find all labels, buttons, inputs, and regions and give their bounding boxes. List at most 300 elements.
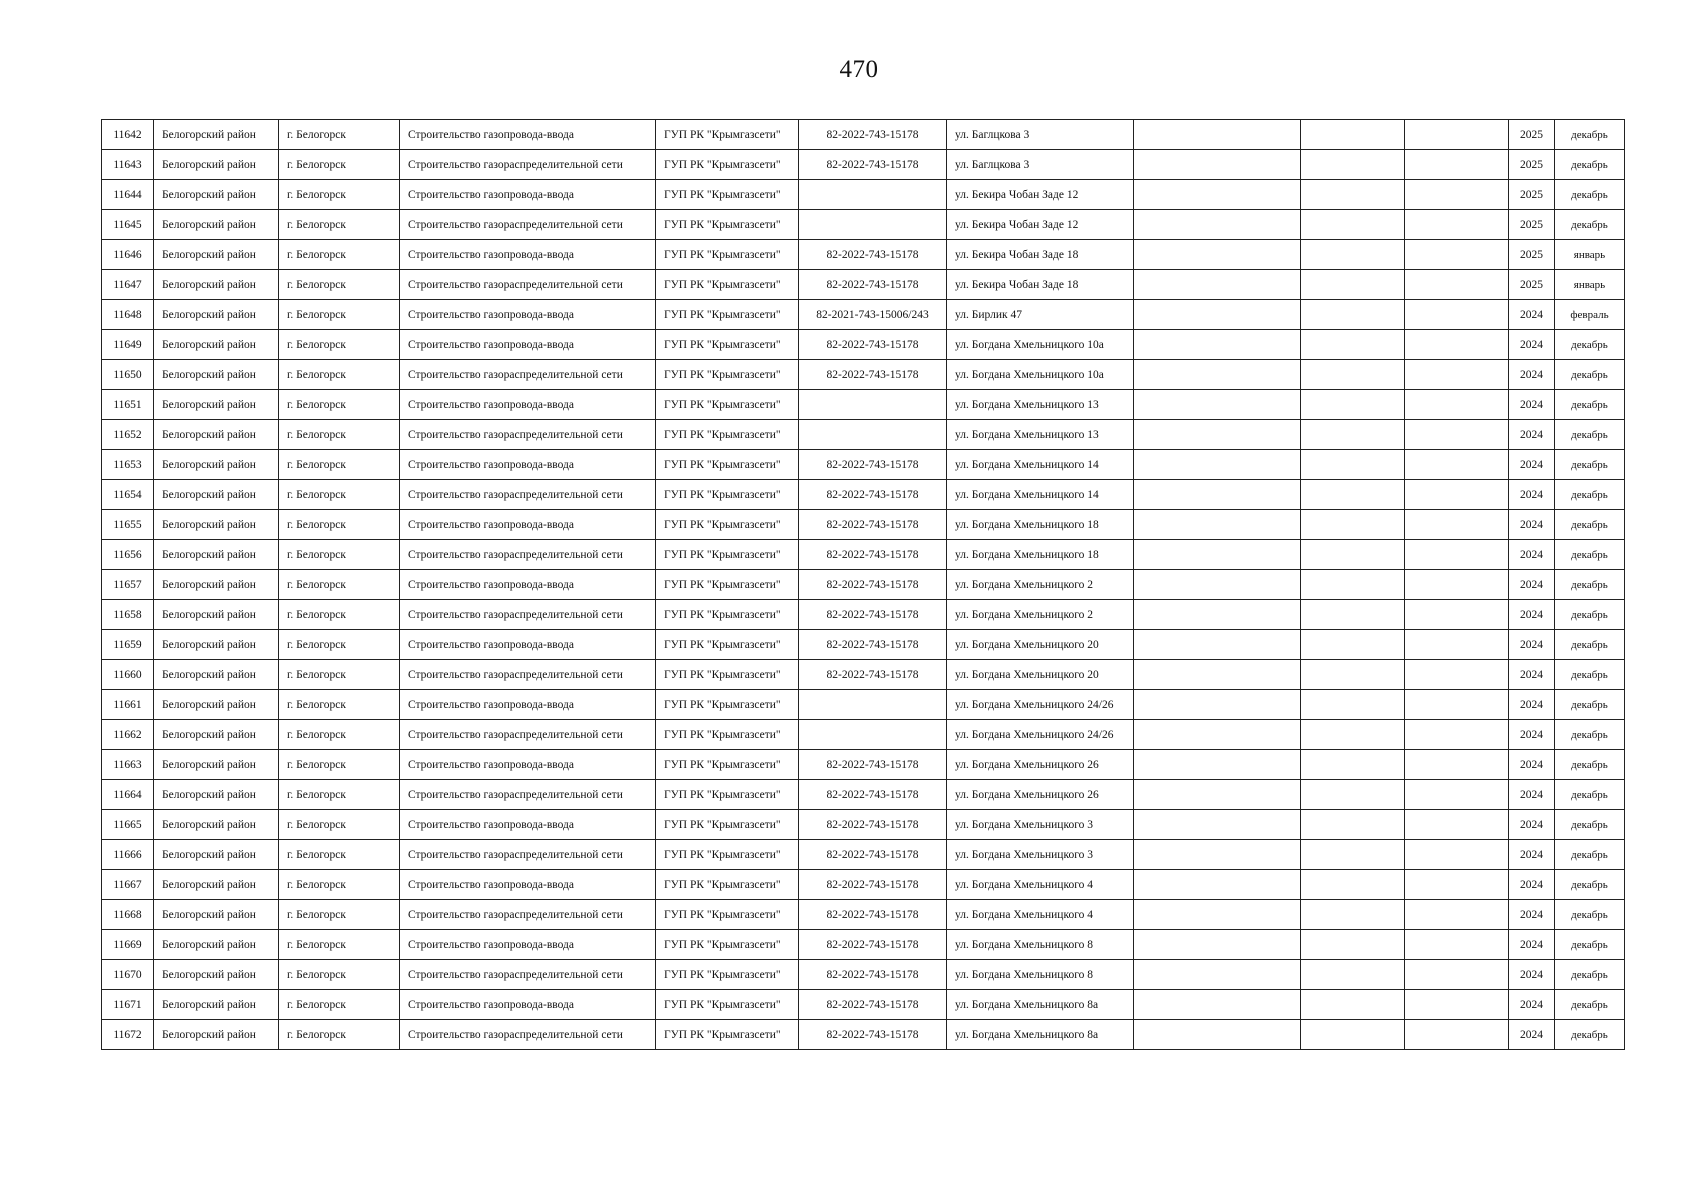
- cell-district: Белогорский район: [154, 240, 279, 270]
- cell-address: ул. Богдана Хмельницкого 4: [947, 900, 1134, 930]
- cell-work: Строительство газопровода-ввода: [400, 570, 656, 600]
- cell-cadastral-number: 82-2022-743-15178: [799, 510, 947, 540]
- table-row: [102, 720, 1625, 750]
- cell-number: 11659: [102, 630, 154, 660]
- cell-month: декабрь: [1555, 870, 1625, 900]
- cell-city: г. Белогорск: [279, 300, 400, 330]
- cell-city: г. Белогорск: [279, 360, 400, 390]
- cell-district: Белогорский район: [154, 510, 279, 540]
- cell-empty-2: [1301, 360, 1405, 390]
- cell-work: Строительство газораспределительной сети: [400, 720, 656, 750]
- cell-address: ул. Богдана Хмельницкого 8: [947, 930, 1134, 960]
- cell-city: г. Белогорск: [279, 870, 400, 900]
- cell-work: Строительство газораспределительной сети: [400, 1020, 656, 1050]
- cell-empty-3: [1405, 870, 1509, 900]
- cell-empty-2: [1301, 510, 1405, 540]
- cell-empty-3: [1405, 510, 1509, 540]
- cell-empty-3: [1405, 420, 1509, 450]
- cell-empty-1: [1134, 1020, 1301, 1050]
- cell-city: г. Белогорск: [279, 900, 400, 930]
- table-row: [102, 840, 1625, 870]
- cell-number: 11665: [102, 810, 154, 840]
- cell-address: ул. Богдана Хмельницкого 8а: [947, 1020, 1134, 1050]
- cell-empty-1: [1134, 960, 1301, 990]
- cell-work: Строительство газораспределительной сети: [400, 540, 656, 570]
- cell-address: ул. Богдана Хмельницкого 2: [947, 600, 1134, 630]
- cell-empty-3: [1405, 540, 1509, 570]
- cell-work: Строительство газопровода-ввода: [400, 330, 656, 360]
- cell-year: 2024: [1509, 660, 1555, 690]
- cell-cadastral-number: [799, 420, 947, 450]
- cell-work: Строительство газораспределительной сети: [400, 840, 656, 870]
- cell-number: 11656: [102, 540, 154, 570]
- cell-work: Строительство газопровода-ввода: [400, 630, 656, 660]
- cell-work: Строительство газораспределительной сети: [400, 900, 656, 930]
- table-row: [102, 900, 1625, 930]
- cell-empty-2: [1301, 1020, 1405, 1050]
- cell-empty-2: [1301, 210, 1405, 240]
- table-row: [102, 540, 1625, 570]
- cell-empty-3: [1405, 750, 1509, 780]
- cell-address: ул. Богдана Хмельницкого 10а: [947, 330, 1134, 360]
- cell-empty-1: [1134, 990, 1301, 1020]
- cell-empty-2: [1301, 960, 1405, 990]
- cell-empty-1: [1134, 210, 1301, 240]
- cell-district: Белогорский район: [154, 690, 279, 720]
- cell-city: г. Белогорск: [279, 150, 400, 180]
- cell-organization: ГУП РК "Крымгазсети": [656, 870, 799, 900]
- cell-empty-1: [1134, 480, 1301, 510]
- cell-empty-3: [1405, 120, 1509, 150]
- cell-work: Строительство газопровода-ввода: [400, 510, 656, 540]
- cell-number: 11653: [102, 450, 154, 480]
- table-row: [102, 330, 1625, 360]
- cell-cadastral-number: 82-2022-743-15178: [799, 840, 947, 870]
- cell-number: 11669: [102, 930, 154, 960]
- cell-empty-2: [1301, 840, 1405, 870]
- cell-year: 2024: [1509, 390, 1555, 420]
- cell-empty-1: [1134, 600, 1301, 630]
- cell-city: г. Белогорск: [279, 510, 400, 540]
- cell-district: Белогорский район: [154, 420, 279, 450]
- cell-organization: ГУП РК "Крымгазсети": [656, 330, 799, 360]
- cell-number: 11647: [102, 270, 154, 300]
- cell-address: ул. Бекира Чобан Заде 12: [947, 180, 1134, 210]
- cell-empty-2: [1301, 600, 1405, 630]
- cell-year: 2024: [1509, 930, 1555, 960]
- cell-organization: ГУП РК "Крымгазсети": [656, 600, 799, 630]
- cell-organization: ГУП РК "Крымгазсети": [656, 990, 799, 1020]
- table-row: [102, 300, 1625, 330]
- cell-year: 2024: [1509, 510, 1555, 540]
- cell-empty-1: [1134, 540, 1301, 570]
- cell-number: 11651: [102, 390, 154, 420]
- cell-address: ул. Богдана Хмельницкого 20: [947, 660, 1134, 690]
- cell-empty-2: [1301, 690, 1405, 720]
- table-row: [102, 420, 1625, 450]
- cell-work: Строительство газопровода-ввода: [400, 750, 656, 780]
- cell-work: Строительство газораспределительной сети: [400, 360, 656, 390]
- cell-cadastral-number: [799, 210, 947, 240]
- cell-number: 11644: [102, 180, 154, 210]
- cell-month: январь: [1555, 240, 1625, 270]
- cell-number: 11670: [102, 960, 154, 990]
- cell-year: 2025: [1509, 270, 1555, 300]
- cell-cadastral-number: 82-2022-743-15178: [799, 960, 947, 990]
- cell-number: 11655: [102, 510, 154, 540]
- cell-empty-1: [1134, 690, 1301, 720]
- cell-month: декабрь: [1555, 150, 1625, 180]
- cell-address: ул. Богдана Хмельницкого 2: [947, 570, 1134, 600]
- cell-cadastral-number: 82-2022-743-15178: [799, 1020, 947, 1050]
- cell-empty-3: [1405, 360, 1509, 390]
- cell-cadastral-number: 82-2022-743-15178: [799, 990, 947, 1020]
- cell-empty-3: [1405, 720, 1509, 750]
- cell-empty-1: [1134, 150, 1301, 180]
- table-row: [102, 930, 1625, 960]
- cell-organization: ГУП РК "Крымгазсети": [656, 1020, 799, 1050]
- cell-address: ул. Баглцкова 3: [947, 150, 1134, 180]
- cell-organization: ГУП РК "Крымгазсети": [656, 360, 799, 390]
- cell-month: декабрь: [1555, 120, 1625, 150]
- cell-empty-3: [1405, 840, 1509, 870]
- cell-month: декабрь: [1555, 840, 1625, 870]
- cell-month: февраль: [1555, 300, 1625, 330]
- cell-organization: ГУП РК "Крымгазсети": [656, 300, 799, 330]
- cell-address: ул. Богдана Хмельницкого 24/26: [947, 690, 1134, 720]
- cell-city: г. Белогорск: [279, 480, 400, 510]
- cell-address: ул. Богдана Хмельницкого 18: [947, 540, 1134, 570]
- cell-empty-2: [1301, 420, 1405, 450]
- cell-address: ул. Богдана Хмельницкого 3: [947, 810, 1134, 840]
- table-row: [102, 870, 1625, 900]
- cell-empty-1: [1134, 840, 1301, 870]
- cell-month: декабрь: [1555, 420, 1625, 450]
- cell-empty-1: [1134, 810, 1301, 840]
- cell-empty-3: [1405, 990, 1509, 1020]
- cell-empty-2: [1301, 330, 1405, 360]
- cell-city: г. Белогорск: [279, 960, 400, 990]
- cell-city: г. Белогорск: [279, 210, 400, 240]
- cell-city: г. Белогорск: [279, 660, 400, 690]
- cell-organization: ГУП РК "Крымгазсети": [656, 960, 799, 990]
- table-row: [102, 630, 1625, 660]
- cell-number: 11664: [102, 780, 154, 810]
- cell-empty-3: [1405, 150, 1509, 180]
- cell-year: 2024: [1509, 570, 1555, 600]
- cell-district: Белогорский район: [154, 870, 279, 900]
- cell-cadastral-number: 82-2022-743-15178: [799, 240, 947, 270]
- table-row: [102, 780, 1625, 810]
- cell-organization: ГУП РК "Крымгазсети": [656, 150, 799, 180]
- cell-district: Белогорский район: [154, 990, 279, 1020]
- cell-district: Белогорский район: [154, 270, 279, 300]
- cell-number: 11662: [102, 720, 154, 750]
- cell-empty-3: [1405, 300, 1509, 330]
- cell-cadastral-number: 82-2022-743-15178: [799, 540, 947, 570]
- cell-organization: ГУП РК "Крымгазсети": [656, 810, 799, 840]
- table-row: [102, 210, 1625, 240]
- cell-cadastral-number: [799, 720, 947, 750]
- cell-district: Белогорский район: [154, 960, 279, 990]
- cell-city: г. Белогорск: [279, 600, 400, 630]
- cell-work: Строительство газопровода-ввода: [400, 870, 656, 900]
- cell-district: Белогорский район: [154, 1020, 279, 1050]
- cell-empty-1: [1134, 420, 1301, 450]
- cell-district: Белогорский район: [154, 150, 279, 180]
- cell-month: декабрь: [1555, 690, 1625, 720]
- cell-year: 2024: [1509, 810, 1555, 840]
- cell-empty-1: [1134, 120, 1301, 150]
- cell-address: ул. Богдана Хмельницкого 10а: [947, 360, 1134, 390]
- cell-organization: ГУП РК "Крымгазсети": [656, 720, 799, 750]
- cell-empty-3: [1405, 600, 1509, 630]
- cell-work: Строительство газопровода-ввода: [400, 300, 656, 330]
- cell-work: Строительство газопровода-ввода: [400, 390, 656, 420]
- cell-number: 11672: [102, 1020, 154, 1050]
- cell-year: 2025: [1509, 120, 1555, 150]
- cell-address: ул. Богдана Хмельницкого 8: [947, 960, 1134, 990]
- cell-organization: ГУП РК "Крымгазсети": [656, 210, 799, 240]
- cell-city: г. Белогорск: [279, 330, 400, 360]
- cell-empty-3: [1405, 690, 1509, 720]
- cell-year: 2024: [1509, 600, 1555, 630]
- cell-year: 2024: [1509, 720, 1555, 750]
- cell-address: ул. Бирлик 47: [947, 300, 1134, 330]
- table-row: [102, 690, 1625, 720]
- cell-empty-3: [1405, 930, 1509, 960]
- cell-empty-2: [1301, 570, 1405, 600]
- cell-number: 11660: [102, 660, 154, 690]
- cell-city: г. Белогорск: [279, 540, 400, 570]
- cell-city: г. Белогорск: [279, 930, 400, 960]
- cell-organization: ГУП РК "Крымгазсети": [656, 780, 799, 810]
- cell-organization: ГУП РК "Крымгазсети": [656, 480, 799, 510]
- cell-organization: ГУП РК "Крымгазсети": [656, 240, 799, 270]
- cell-city: г. Белогорск: [279, 450, 400, 480]
- cell-empty-3: [1405, 810, 1509, 840]
- table-row: [102, 600, 1625, 630]
- cell-empty-2: [1301, 450, 1405, 480]
- cell-district: Белогорский район: [154, 390, 279, 420]
- cell-organization: ГУП РК "Крымгазсети": [656, 540, 799, 570]
- cell-year: 2024: [1509, 780, 1555, 810]
- cell-city: г. Белогорск: [279, 570, 400, 600]
- cell-district: Белогорский район: [154, 300, 279, 330]
- cell-cadastral-number: 82-2022-743-15178: [799, 450, 947, 480]
- cell-address: ул. Богдана Хмельницкого 4: [947, 870, 1134, 900]
- registry-table: [101, 119, 1625, 1050]
- cell-year: 2024: [1509, 960, 1555, 990]
- cell-empty-3: [1405, 780, 1509, 810]
- cell-number: 11649: [102, 330, 154, 360]
- table-row: [102, 450, 1625, 480]
- cell-month: декабрь: [1555, 510, 1625, 540]
- cell-year: 2024: [1509, 750, 1555, 780]
- cell-number: 11661: [102, 690, 154, 720]
- cell-work: Строительство газораспределительной сети: [400, 480, 656, 510]
- cell-district: Белогорский район: [154, 720, 279, 750]
- cell-cadastral-number: 82-2022-743-15178: [799, 360, 947, 390]
- cell-cadastral-number: 82-2022-743-15178: [799, 660, 947, 690]
- cell-number: 11667: [102, 870, 154, 900]
- cell-organization: ГУП РК "Крымгазсети": [656, 510, 799, 540]
- cell-work: Строительство газораспределительной сети: [400, 210, 656, 240]
- cell-empty-3: [1405, 390, 1509, 420]
- cell-work: Строительство газопровода-ввода: [400, 450, 656, 480]
- cell-cadastral-number: 82-2022-743-15178: [799, 330, 947, 360]
- cell-month: декабрь: [1555, 930, 1625, 960]
- cell-address: ул. Богдана Хмельницкого 13: [947, 420, 1134, 450]
- page-number: 470: [839, 56, 879, 83]
- cell-work: Строительство газораспределительной сети: [400, 270, 656, 300]
- cell-empty-2: [1301, 750, 1405, 780]
- cell-year: 2024: [1509, 990, 1555, 1020]
- cell-address: ул. Богдана Хмельницкого 26: [947, 780, 1134, 810]
- cell-district: Белогорский район: [154, 930, 279, 960]
- cell-city: г. Белогорск: [279, 840, 400, 870]
- cell-month: декабрь: [1555, 900, 1625, 930]
- cell-number: 11654: [102, 480, 154, 510]
- cell-city: г. Белогорск: [279, 720, 400, 750]
- cell-number: 11671: [102, 990, 154, 1020]
- cell-empty-3: [1405, 900, 1509, 930]
- cell-city: г. Белогорск: [279, 390, 400, 420]
- cell-cadastral-number: 82-2022-743-15178: [799, 780, 947, 810]
- table-row: [102, 390, 1625, 420]
- table-row: [102, 570, 1625, 600]
- cell-empty-3: [1405, 450, 1509, 480]
- cell-cadastral-number: 82-2022-743-15178: [799, 870, 947, 900]
- cell-cadastral-number: 82-2021-743-15006/243: [799, 300, 947, 330]
- cell-empty-1: [1134, 870, 1301, 900]
- cell-empty-1: [1134, 270, 1301, 300]
- cell-month: декабрь: [1555, 210, 1625, 240]
- cell-empty-2: [1301, 870, 1405, 900]
- cell-number: 11646: [102, 240, 154, 270]
- cell-empty-2: [1301, 990, 1405, 1020]
- cell-year: 2024: [1509, 870, 1555, 900]
- cell-number: 11666: [102, 840, 154, 870]
- cell-cadastral-number: 82-2022-743-15178: [799, 930, 947, 960]
- cell-empty-1: [1134, 510, 1301, 540]
- cell-district: Белогорский район: [154, 120, 279, 150]
- cell-empty-1: [1134, 900, 1301, 930]
- cell-number: 11663: [102, 750, 154, 780]
- cell-cadastral-number: 82-2022-743-15178: [799, 810, 947, 840]
- cell-empty-3: [1405, 1020, 1509, 1050]
- cell-year: 2024: [1509, 330, 1555, 360]
- cell-year: 2024: [1509, 900, 1555, 930]
- cell-number: 11642: [102, 120, 154, 150]
- cell-empty-3: [1405, 240, 1509, 270]
- cell-district: Белогорский район: [154, 360, 279, 390]
- cell-year: 2024: [1509, 540, 1555, 570]
- cell-city: г. Белогорск: [279, 240, 400, 270]
- cell-month: декабрь: [1555, 570, 1625, 600]
- cell-empty-2: [1301, 810, 1405, 840]
- cell-empty-2: [1301, 300, 1405, 330]
- cell-year: 2025: [1509, 240, 1555, 270]
- cell-district: Белогорский район: [154, 810, 279, 840]
- cell-number: 11657: [102, 570, 154, 600]
- cell-district: Белогорский район: [154, 630, 279, 660]
- cell-empty-2: [1301, 720, 1405, 750]
- table-body: [102, 120, 1625, 1050]
- cell-work: Строительство газопровода-ввода: [400, 810, 656, 840]
- cell-number: 11652: [102, 420, 154, 450]
- cell-empty-2: [1301, 540, 1405, 570]
- cell-district: Белогорский район: [154, 840, 279, 870]
- cell-work: Строительство газопровода-ввода: [400, 120, 656, 150]
- cell-work: Строительство газораспределительной сети: [400, 780, 656, 810]
- cell-city: г. Белогорск: [279, 750, 400, 780]
- cell-district: Белогорский район: [154, 180, 279, 210]
- cell-year: 2025: [1509, 180, 1555, 210]
- cell-address: ул. Богдана Хмельницкого 14: [947, 480, 1134, 510]
- cell-work: Строительство газопровода-ввода: [400, 240, 656, 270]
- cell-work: Строительство газораспределительной сети: [400, 420, 656, 450]
- cell-organization: ГУП РК "Крымгазсети": [656, 420, 799, 450]
- cell-month: декабрь: [1555, 480, 1625, 510]
- cell-cadastral-number: 82-2022-743-15178: [799, 750, 947, 780]
- cell-number: 11650: [102, 360, 154, 390]
- cell-year: 2024: [1509, 480, 1555, 510]
- cell-city: г. Белогорск: [279, 780, 400, 810]
- cell-month: декабрь: [1555, 780, 1625, 810]
- table-row: [102, 510, 1625, 540]
- cell-empty-3: [1405, 480, 1509, 510]
- cell-year: 2024: [1509, 840, 1555, 870]
- cell-address: ул. Бекира Чобан Заде 18: [947, 240, 1134, 270]
- cell-month: декабрь: [1555, 180, 1625, 210]
- table-row: [102, 150, 1625, 180]
- cell-year: 2024: [1509, 1020, 1555, 1050]
- cell-cadastral-number: 82-2022-743-15178: [799, 900, 947, 930]
- cell-cadastral-number: 82-2022-743-15178: [799, 600, 947, 630]
- table-row: [102, 480, 1625, 510]
- cell-cadastral-number: [799, 690, 947, 720]
- cell-empty-1: [1134, 360, 1301, 390]
- table-row: [102, 660, 1625, 690]
- cell-empty-1: [1134, 390, 1301, 420]
- cell-organization: ГУП РК "Крымгазсети": [656, 660, 799, 690]
- cell-month: декабрь: [1555, 810, 1625, 840]
- cell-empty-2: [1301, 270, 1405, 300]
- cell-empty-2: [1301, 930, 1405, 960]
- cell-empty-3: [1405, 570, 1509, 600]
- cell-year: 2024: [1509, 300, 1555, 330]
- cell-organization: ГУП РК "Крымгазсети": [656, 120, 799, 150]
- cell-empty-1: [1134, 720, 1301, 750]
- cell-month: декабрь: [1555, 630, 1625, 660]
- cell-address: ул. Богдана Хмельницкого 13: [947, 390, 1134, 420]
- cell-address: ул. Богдана Хмельницкого 18: [947, 510, 1134, 540]
- cell-empty-3: [1405, 210, 1509, 240]
- cell-empty-3: [1405, 960, 1509, 990]
- cell-organization: ГУП РК "Крымгазсети": [656, 630, 799, 660]
- cell-empty-2: [1301, 180, 1405, 210]
- cell-work: Строительство газопровода-ввода: [400, 990, 656, 1020]
- cell-month: декабрь: [1555, 390, 1625, 420]
- cell-month: декабрь: [1555, 960, 1625, 990]
- cell-number: 11643: [102, 150, 154, 180]
- cell-month: декабрь: [1555, 540, 1625, 570]
- cell-city: г. Белогорск: [279, 1020, 400, 1050]
- cell-district: Белогорский район: [154, 750, 279, 780]
- cell-organization: ГУП РК "Крымгазсети": [656, 930, 799, 960]
- cell-empty-2: [1301, 240, 1405, 270]
